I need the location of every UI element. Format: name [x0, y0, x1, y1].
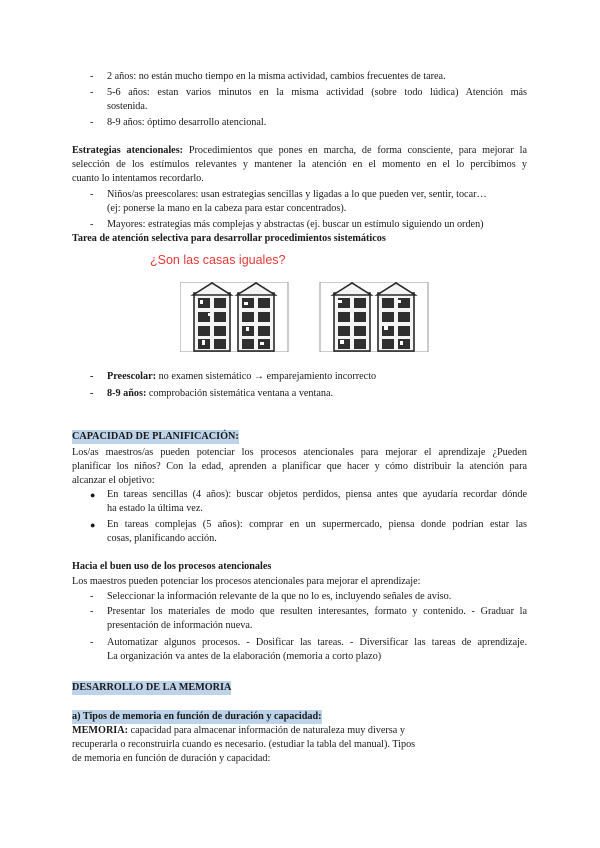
list-dash: - [90, 606, 94, 617]
list-dash: - [90, 71, 94, 82]
strategies-text: Procedimientos que pones en marcha, de forma consciente, para mejorar la [188, 145, 527, 156]
memory-section-title: DESARROLLO DE LA MEMORIA [72, 682, 232, 693]
task-item-label: Preescolar: [107, 371, 157, 382]
age-item-5-6-cont: sostenida. [107, 101, 148, 112]
planning-bullet-simple: En tareas sencillas (4 años): buscar objetos perdidos, piensa antes que ayudaría recordar dónde [107, 489, 527, 500]
planning-bullet-complex: En tareas complejas (5 años): comprar en un supermercado, piensa donde podrían estar las [107, 519, 527, 530]
memory-definition-line1 [72, 724, 405, 738]
list-dash: - [90, 637, 94, 648]
list-dash: - [90, 117, 94, 128]
planning-bullet-simple-cont: ha estado la última vez. [107, 503, 203, 514]
list-dash: - [90, 219, 94, 230]
memory-line3: de memoria en función de duración y capacidad: [72, 753, 271, 764]
good-use-item-present-cont: presentación de información nueva. [107, 620, 253, 631]
list-dash: - [90, 87, 94, 98]
good-use-item-automate-cont: La organización va antes de la elaboración (memoria a corto plazo) [107, 651, 382, 662]
task-title: Tarea de atención selectiva para desarrollar procedimientos sistemáticos [72, 233, 386, 244]
planning-line1: Los/as maestros/as pueden potenciar los procesos atencionales para mejorar el aprendizaje ¿Pueden [72, 447, 527, 458]
strategies-title: Estrategias atencionales: [72, 145, 184, 156]
good-use-item-present: Presentar los materiales de modo que resulten interesantes, formato y contenido. - Graduar la [107, 606, 527, 617]
task-item-8-9 [107, 387, 333, 401]
memory-text: capacidad para almacenar información de naturaleza muy diversa y [128, 725, 405, 736]
list-dash: - [90, 189, 94, 200]
list-dash: - [90, 388, 94, 399]
planning-title: CAPACIDAD DE PLANIFICACIÓN: [72, 431, 239, 442]
good-use-item-select: Seleccionar la información relevante de la que no lo es, incluyendo señales de aviso. [107, 591, 452, 602]
task-item-preschool [107, 370, 376, 384]
planning-line3: alcanzar el objetivo: [72, 475, 155, 486]
good-use-intro: Los maestros pueden potenciar los procesos atencionales para mejorar el aprendizaje: [72, 576, 421, 587]
task-item-label: 8-9 años: [107, 388, 147, 399]
strategy-preschool: Niños/as preescolares: usan estrategias sencillas y ligadas a lo que pueden ver, sentir, tocar… [107, 189, 487, 200]
strategy-preschool-cont: (ej: ponerse la mano en la cabeza para estar concentrados). [107, 203, 347, 214]
age-item-5-6: 5-6 años: estan varios minutos en la misma actividad (sobre todo lúdica) Atención más [107, 87, 527, 98]
age-item-8-9: 8-9 años: óptimo desarrollo atencional. [107, 117, 267, 128]
strategies-paragraph-line1 [72, 144, 527, 158]
age-item-2: 2 años: no están mucho tiempo en la misma actividad, cambios frecuentes de tarea. [107, 71, 446, 82]
strategy-older: Mayores: estrategias más complejas y abstractas (ej. buscar un estímulo siguiendo un orden) [107, 219, 484, 230]
planning-line2: planificar los niños? Con la edad, aprenden a planificar que hacer y cómo distribuir la atención para [72, 461, 527, 472]
memory-label: MEMORIA: [72, 725, 129, 736]
memory-line2: recuperarla o reconstruirla cuando es necesario. (estudiar la tabla del manual). Tipos [72, 739, 416, 750]
strategies-line2: selección de los estímulos relevantes y mantener la atención en el momento en el lo percibimos y [72, 159, 527, 170]
list-dash: - [90, 591, 94, 602]
good-use-title: Hacia el buen uso de los procesos atencionales [72, 561, 272, 572]
memory-subtitle: a) Tipos de memoria en función de duración y capacidad: [72, 711, 322, 722]
planning-bullet-complex-cont: cosas, planificando acción. [107, 533, 217, 544]
bullet-icon: ● [90, 490, 96, 500]
task-item-text: comprobación sistemática ventana a ventana. [146, 388, 334, 399]
strategies-line3: cuanto lo intentamos recordarlo. [72, 173, 204, 184]
houses-illustration [180, 282, 440, 352]
task-item-text: no examen sistemático → emparejamiento incorrecto [156, 371, 377, 382]
list-dash: - [90, 371, 94, 382]
bullet-icon: ● [90, 520, 96, 530]
good-use-item-automate: Automatizar algunos procesos. - Dosificar las tareas. - Diversificar las tareas de aprendizaje. [107, 637, 527, 648]
houses-question: ¿Son las casas iguales? [150, 253, 286, 267]
